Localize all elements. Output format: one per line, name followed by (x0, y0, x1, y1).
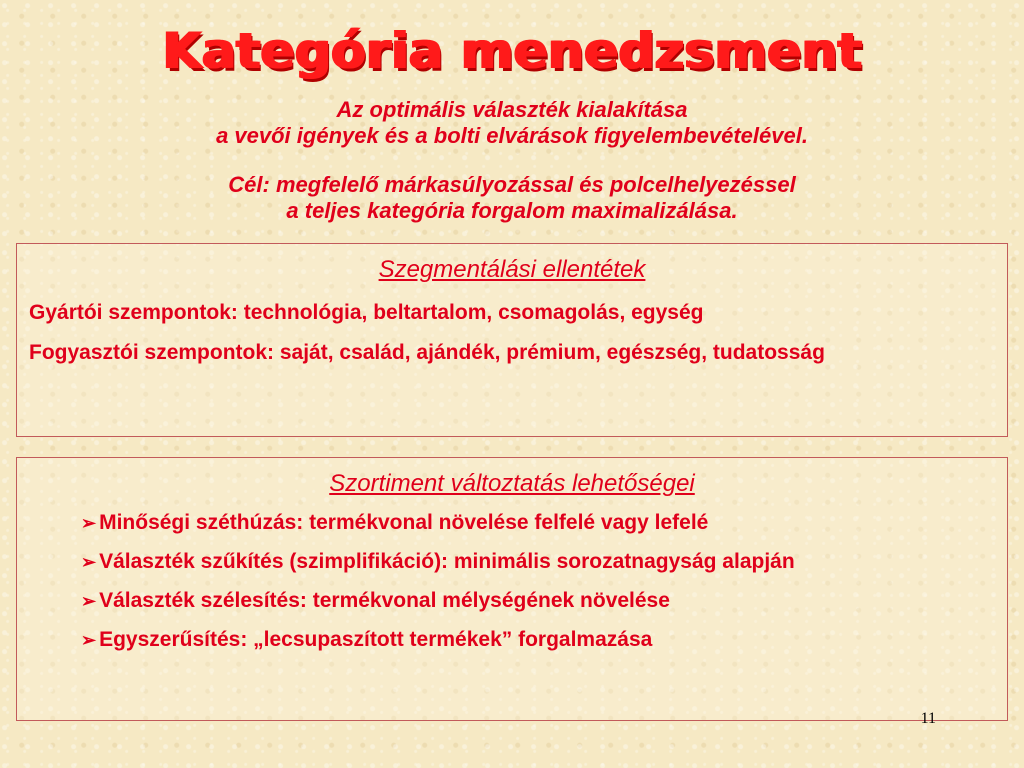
subtitle-line: a vevői igények és a bolti elvárások figyelembevételével. (216, 123, 808, 148)
list-item (81, 547, 967, 577)
arrow-bullet-icon: ➢ (81, 630, 97, 650)
list-item-text: Választék szűkítés (szimplifikáció): minimális sorozatnagyság alapján (99, 550, 795, 573)
subtitle-block-1 (0, 97, 1024, 149)
list-item-text: Választék szélesítés: termékvonal mélységének növelése (99, 589, 670, 612)
arrow-bullet-icon: ➢ (81, 591, 97, 611)
list-item (81, 625, 967, 655)
list-item (81, 586, 967, 616)
assortment-box (16, 457, 1008, 721)
subtitle-block-2 (0, 172, 1024, 224)
list-item (81, 508, 967, 538)
page-number: 11 (920, 710, 936, 727)
subtitle-line: Cél: megfelelő márkasúlyozással és polcelhelyezéssel (228, 172, 796, 197)
segmentation-heading: Szegmentálási ellentétek (378, 256, 646, 283)
subtitle-line: a teljes kategória forgalom maximalizálása. (286, 198, 738, 223)
segmentation-line: Gyártói szempontok: technológia, beltartalom, csomagolás, egység (29, 301, 704, 324)
assortment-heading: Szortiment változtatás lehetőségei (329, 470, 695, 497)
subtitle-line: Az optimális választék kialakítása (336, 97, 688, 122)
arrow-bullet-icon: ➢ (81, 552, 97, 572)
segmentation-line: Fogyasztói szempontok: saját, család, ajándék, prémium, egészség, tudatosság (29, 341, 825, 364)
slide-title: Kategória menedzsment (162, 22, 862, 80)
list-item-text: Minőségi széthúzás: termékvonal növelése felfelé vagy lefelé (99, 511, 709, 534)
assortment-list (17, 508, 1007, 655)
list-item-text: Egyszerűsítés: „lecsupaszított termékek” forgalmazása (99, 628, 653, 651)
segmentation-box (16, 243, 1008, 437)
arrow-bullet-icon: ➢ (81, 513, 97, 533)
